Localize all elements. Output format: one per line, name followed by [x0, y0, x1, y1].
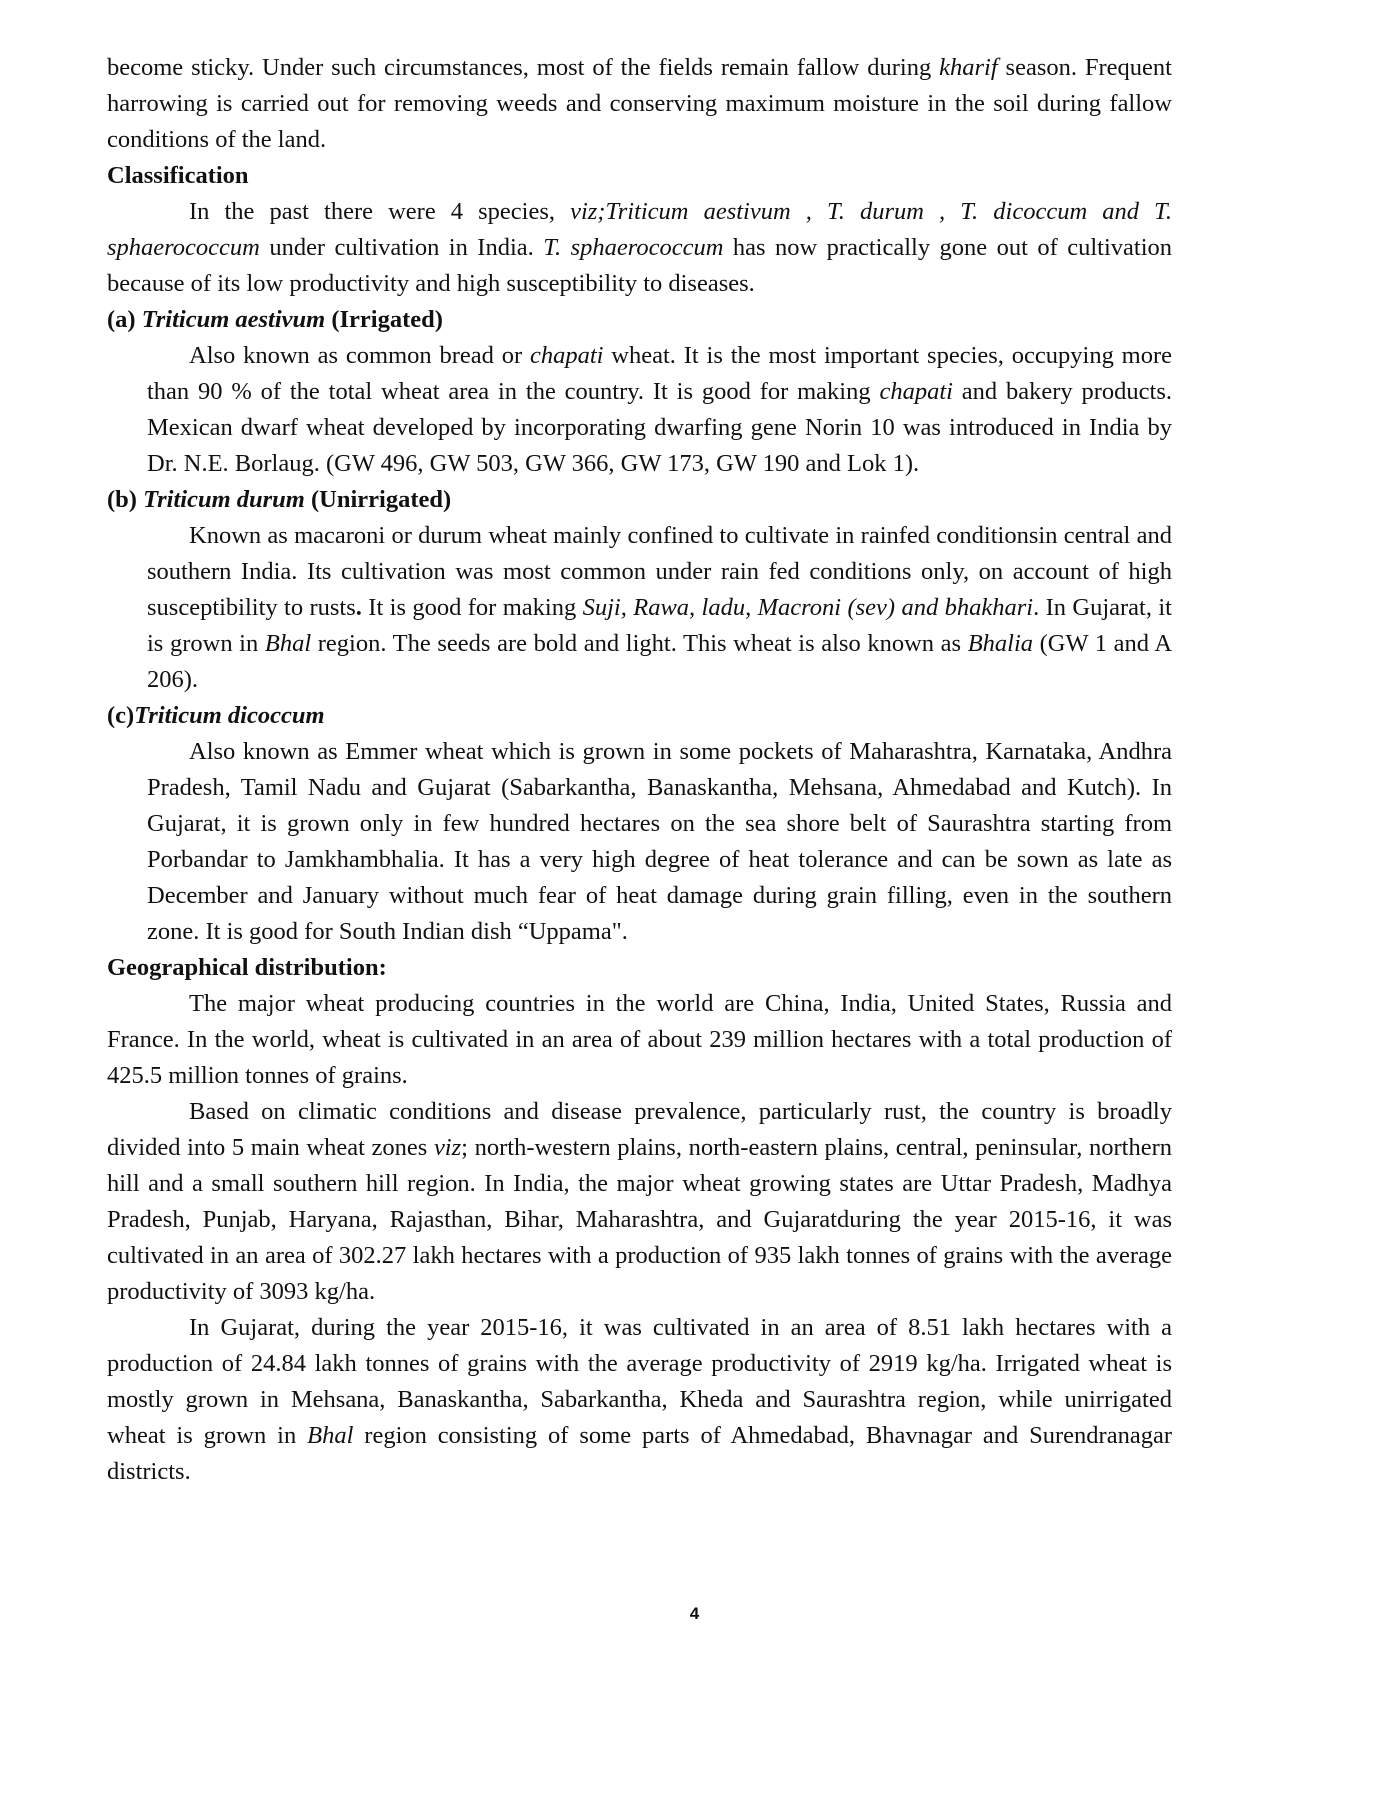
geo-paragraph-1: The major wheat producing countries in the world are China, India, United States, Russia and France. In the world, wheat is cultivated in an area of about 239 million hectares with a total production of 425.5 million tonnes of grains.	[107, 990, 1172, 1089]
durum-period: .	[355, 594, 362, 621]
durum-text-mid: It is good for making	[361, 594, 583, 621]
species-qualifier: (Irrigated)	[325, 306, 443, 333]
geo-text: In Gujarat, during the year 2015-16, it was cultivated in an area of 8.51 lakh hectares with a production of 24.84 lakh tonnes of grains with the average productivity of 2919 kg/ha. Irrigated wheat is mostly grown in Mehsana, Banaskantha, Sabarkantha, Kheda and Saurashtra region, while unirrigated wheat is grown in	[107, 1314, 1172, 1449]
intro-text-end: season. Frequent harrowing is carried out for removing weeds and conserving maximum moisture in the soil during fallow conditions of the land.	[107, 54, 1172, 153]
classification-heading: Classification	[107, 162, 249, 189]
durum-heading	[107, 482, 1172, 518]
durum-text: Known as macaroni or durum wheat mainly confined to cultivate in rainfed conditionsin central and southern India. Its cultivation was most common under rain fed conditions only, on account of high susceptibility to rusts	[147, 522, 1172, 621]
geo-heading: Geographical distribution:	[107, 954, 387, 981]
geo-text-end: ; north-western plains, north-eastern plains, central, peninsular, northern hill and a small southern hill region. In India, the major wheat growing states are Uttar Pradesh, Madhya Pradesh, Punjab, Haryana, Rajasthan, Bihar, Maharashtra, and Gujaratduring the year 2015-16, it was cultivated in an area of 302.27 lakh hectares with a production of 935 lakh tonnes of grains with the average productivity of 3093 kg/ha.	[107, 1134, 1172, 1305]
page-number: 4	[689, 1604, 700, 1623]
durum-text-end: (GW 1 and A 206).	[147, 630, 1173, 693]
classification-paragraph	[107, 194, 1172, 302]
aestivum-text-mid: wheat. It is the most important species, occupying more than 90 % of the total wheat area in the country. It is good for making	[147, 342, 1172, 405]
durum-uses: Suji, Rawa, ladu, Macroni (sev) and bhakhari	[582, 594, 1034, 621]
geo-paragraph-3	[107, 1310, 1172, 1490]
dicoccum-heading	[107, 698, 1172, 734]
chapati-term: chapati	[879, 378, 953, 405]
species-title: Triticum durum	[143, 486, 305, 513]
intro-text: become sticky. Under such circumstances, most of the fields remain fallow during	[107, 54, 940, 81]
kharif-term: kharif	[939, 54, 998, 81]
classification-text-mid: under cultivation in India.	[259, 234, 544, 261]
chapati-term: chapati	[529, 342, 604, 369]
durum-text-mid3: region. The seeds are bold and light. This wheat is also known as	[311, 630, 968, 657]
aestivum-text: Also known as common bread or	[189, 342, 530, 369]
species-qualifier: (Unirrigated)	[304, 486, 452, 513]
aestivum-heading	[107, 302, 1172, 338]
species-name: T. sphaerococcum	[543, 234, 724, 261]
classification-text-end: has now practically gone out of cultivation because of its low productivity and high susceptibility to diseases.	[107, 234, 1172, 297]
geo-text-end: region consisting of some parts of Ahmedabad, Bhavnagar and Surendranagar districts.	[107, 1422, 1173, 1485]
section-label: (b)	[107, 486, 144, 513]
species-title: Triticum dicoccum	[134, 702, 325, 729]
dicoccum-paragraph: Also known as Emmer wheat which is grown in some pockets of Maharashtra, Karnataka, Andhra Pradesh, Tamil Nadu and Gujarat (Sabarkantha, Banaskantha, Mehsana, Ahmedabad and Kutch). In Gujarat, it is grown only in few hundred hectares on the sea shore belt of Saurashtra starting from Porbandar to Jamkhambhalia. It has a very high degree of heat tolerance and can be sown as late as December and January without much fear of heat damage during grain filling, even in the southern zone. It is good for South Indian dish “Uppama".	[147, 738, 1172, 945]
section-label: (c)	[107, 702, 135, 729]
intro-paragraph	[107, 50, 1172, 158]
classification-text: In the past there were 4 species,	[189, 198, 571, 225]
bhal-term: Bhal	[307, 1422, 354, 1449]
section-label: (a)	[107, 306, 142, 333]
durum-text-mid2: . In Gujarat, it is grown in	[147, 594, 1172, 657]
geo-paragraph-2	[107, 1094, 1172, 1310]
dicoccum-section	[107, 734, 1172, 950]
durum-paragraph	[147, 518, 1172, 698]
aestivum-paragraph	[147, 338, 1172, 482]
species-list: viz;Triticum aestivum , T. durum , T. dicoccum and T. sphaerococcum	[107, 198, 1172, 261]
aestivum-section	[107, 338, 1172, 482]
bhal-term: Bhal	[264, 630, 312, 657]
bhalia-term: Bhalia	[967, 630, 1034, 657]
species-title: Triticum aestivum	[141, 306, 326, 333]
page-body	[107, 50, 1172, 1490]
aestivum-text-end: and bakery products. Mexican dwarf wheat developed by incorporating dwarfing gene Norin 10 was introduced in India by Dr. N.E. Borlaug. (GW 496, GW 503, GW 366, GW 173, GW 190 and Lok 1).	[147, 378, 1173, 477]
geo-text: Based on climatic conditions and disease prevalence, particularly rust, the country is broadly divided into 5 main wheat zones	[107, 1098, 1172, 1161]
durum-section	[107, 518, 1172, 698]
viz-term: viz	[433, 1134, 462, 1161]
